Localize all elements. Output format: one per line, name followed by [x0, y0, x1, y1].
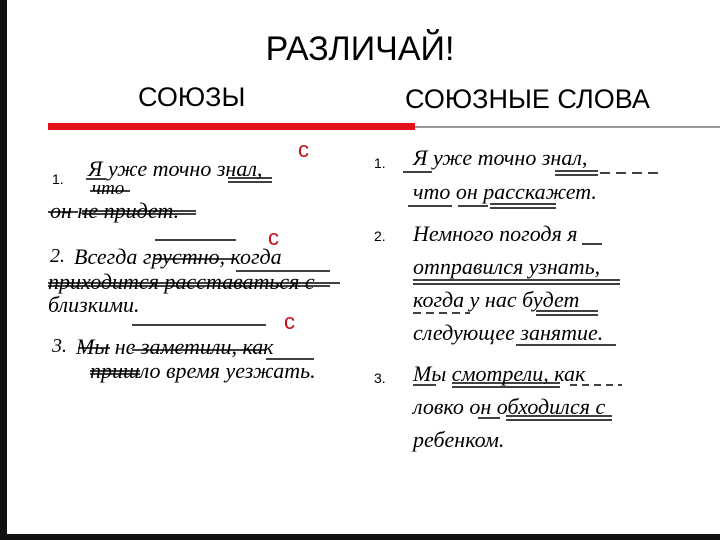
- right-item-3-line-2: ловко он обходился с: [413, 394, 606, 419]
- left-item-3-line-2: пришло время уезжать.: [90, 358, 316, 383]
- left-item-1-number: 1.: [52, 171, 64, 187]
- left-item-3-line-1: Мы не заметили, как: [76, 334, 274, 359]
- left-item-1-line-1: Я уже точно знал,: [88, 156, 263, 181]
- right-item-2-line-4: следующее занятие.: [413, 320, 604, 345]
- conjunction-marker-3: с: [284, 309, 295, 334]
- right-item-3-number: 3.: [374, 370, 386, 386]
- left-item-2-line-2: приходится расставаться с: [48, 269, 315, 294]
- right-item-2-number: 2.: [374, 228, 386, 244]
- conjunction-marker-1: с: [298, 137, 309, 162]
- right-item-3-line-1: Мы смотрели, как: [413, 361, 586, 386]
- right-item-1-line-1: Я уже точно знал,: [413, 145, 588, 170]
- slide-title: РАЗЛИЧАЙ!: [265, 30, 455, 68]
- left-item-1-line-2: что: [92, 178, 125, 199]
- conjunction-marker-2: с: [268, 225, 279, 250]
- left-item-2-number: 2.: [50, 245, 65, 267]
- right-item-1-number: 1.: [374, 155, 386, 171]
- right-item-2-line-3: когда у нас будет: [413, 287, 580, 312]
- right-item-2-line-1: Немного погодя я: [413, 221, 578, 246]
- left-item-2-line-3: близкими.: [48, 292, 140, 317]
- heading-conjunctive-words: СОЮЗНЫЕ СЛОВА: [405, 84, 650, 114]
- right-item-1-line-2: что он расскажет.: [413, 179, 597, 204]
- heading-conjunctions: СОЮЗЫ: [138, 82, 246, 112]
- right-item-2-line-2: отправился узнать,: [413, 254, 601, 279]
- right-item-3-line-3: ребенком.: [413, 427, 505, 452]
- left-item-1-line-3: он не придет.: [50, 198, 180, 223]
- left-item-3-number: 3.: [52, 335, 67, 357]
- left-item-2-line-1: Всегда грустно, когда: [74, 244, 282, 269]
